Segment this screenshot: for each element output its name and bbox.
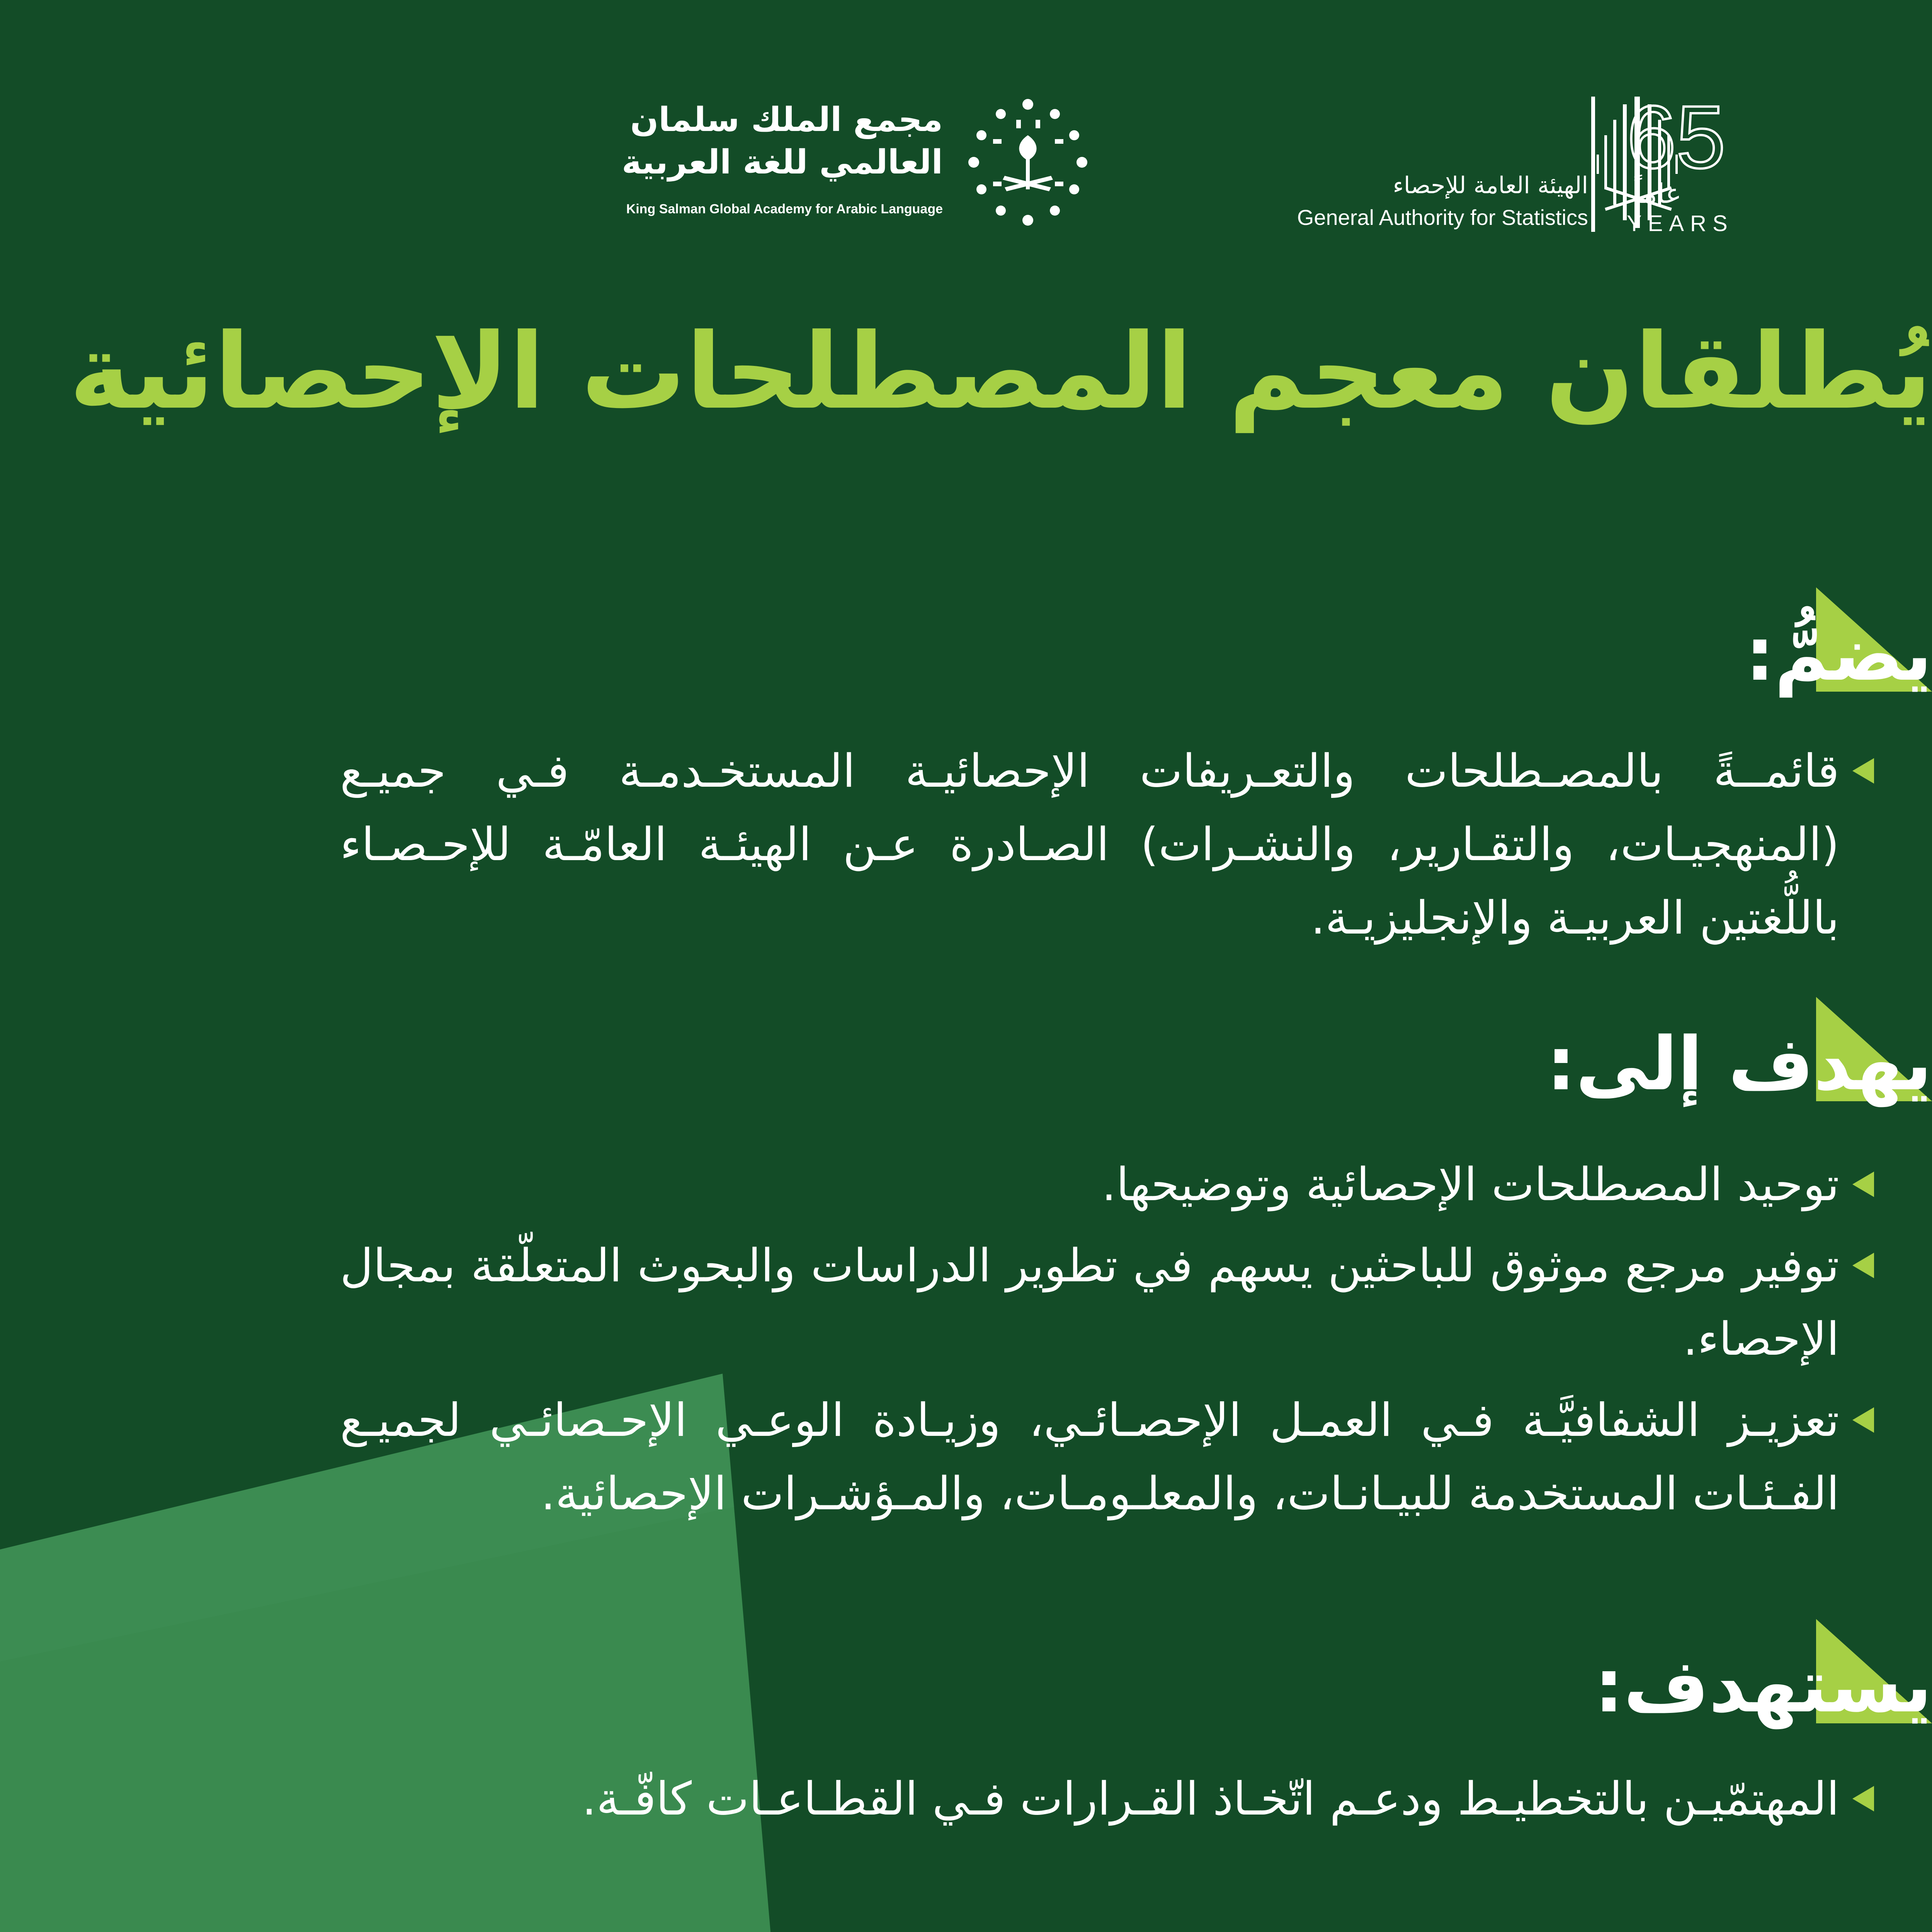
anniversary-logo [1611,87,1750,240]
ksga-emblem-icon [958,93,1097,232]
list-item [340,1229,1839,1376]
list-item [340,1762,1839,1835]
anniversary-number: 65 [1627,87,1726,187]
ksga-logo [587,93,1097,232]
list-item-text: المهتمّيـن بالتخطيـط ودعـم اتّخـاذ القـرارات فـي القطـاعـات كافّـة. [582,1772,1839,1825]
gastat-name-ar: الهيئة العامة للإحصاء [1393,172,1588,199]
list-item [340,1148,1839,1221]
gastat-name-en: General Authority for Statistics [1297,205,1588,230]
list-item-text: توحيد المصطلحات الإحصائية وتوضيحها. [1102,1158,1839,1211]
section1-list [340,734,1839,962]
triangle-bullet-icon [1852,1253,1874,1278]
section2-heading: يهدف إلى: [1546,1021,1932,1107]
list-item [340,734,1839,954]
ksga-name-en: King Salman Global Academy for Arabic Language [626,202,943,216]
list-item-text: قائمــةً بالمصـطلحات والتعـريفات الإحصائيـة المستخـدمـة فـي جميـع (المنهجيـات، والتقـارير، والنشـرات) الصـادرة عـن الهيئـة العامّـة للإحـصـاء باللُّغتين العربيـة والإنجليزيـة. [340,744,1839,944]
triangle-bullet-icon [1852,1786,1874,1811]
triangle-bullet-icon [1852,758,1874,784]
anniversary-label-en: YEARS [1627,211,1734,236]
list-item-text: توفير مرجع موثوق للباحثين يسهم في تطوير الدراسات والبحوث المتعلّقة بمجال الإحصاء. [340,1239,1839,1366]
section1-heading: يضمُّ: [1745,612,1932,697]
list-item-text: تعزيـز الشفافيَّـة فـي العمـل الإحصـائـي، وزيـادة الوعـي الإحـصائـي لجميـع الفـئـات المستخدمة للبيـانـات، والمعلـومـات، والمـؤشـرات الإحصائية. [340,1393,1839,1520]
triangle-bullet-icon [1852,1407,1874,1433]
ksga-name-ar-line2: العالمي للغة العربية [622,143,943,182]
page-title: يُطلقان معجم المصطلحات الإحصائية [69,311,1932,432]
header-divider [1591,97,1595,232]
triangle-bullet-icon [1852,1172,1874,1197]
anniversary-label-ar: عاماً [1634,178,1682,209]
section3-list [340,1762,1839,1843]
section3-heading: يستهدف: [1594,1643,1932,1729]
section2-list [340,1148,1839,1538]
ksga-name-ar-line1: مجمع الملك سلمان [630,100,943,139]
list-item [340,1383,1839,1530]
